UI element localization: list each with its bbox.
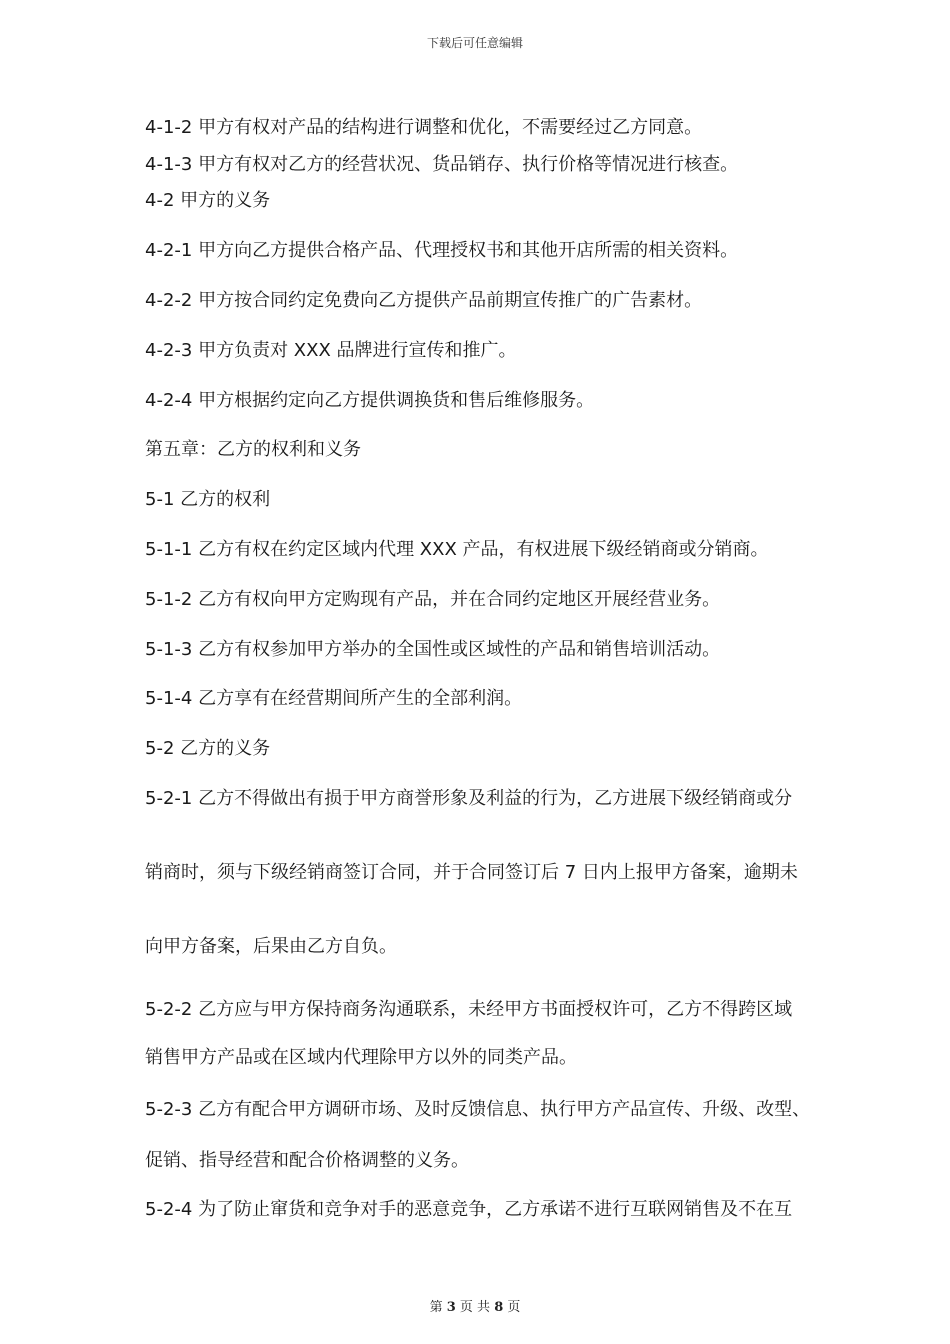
section-4-2-heading: 4-2 甲方的义务	[145, 190, 271, 211]
clause-4-2-1: 4-2-1 甲方向乙方提供合格产品、代理授权书和其他开店所需的相关资料。	[145, 240, 739, 261]
clause-5-1-1: 5-1-1 乙方有权在约定区域内代理 XXX 产品，有权进展下级经销商或分销商。	[145, 539, 769, 560]
clause-5-2-2-line-1: 5-2-2 乙方应与甲方保持商务沟通联系，未经甲方书面授权许可，乙方不得跨区域	[145, 999, 793, 1020]
clause-5-2-1-line-3: 向甲方备案，后果由乙方自负。	[145, 936, 397, 957]
clause-4-1-3: 4-1-3 甲方有权对乙方的经营状况、货品销存、执行价格等情况进行核查。	[145, 154, 739, 175]
current-page-number: 3	[446, 1300, 456, 1315]
clause-5-2-4-line-1: 5-2-4 为了防止窜货和竞争对手的恶意竞争，乙方承诺不进行互联网销售及不在互	[145, 1199, 793, 1220]
clause-5-1-3: 5-1-3 乙方有权参加甲方举办的全国性或区域性的产品和销售培训活动。	[145, 639, 721, 660]
clause-5-2-2-line-2: 销售甲方产品或在区域内代理除甲方以外的同类产品。	[145, 1047, 577, 1068]
footer-suffix: 页	[507, 1300, 521, 1315]
clause-4-2-3: 4-2-3 甲方负责对 XXX 品牌进行宣传和推广。	[145, 340, 517, 361]
clause-5-2-1-line-1: 5-2-1 乙方不得做出有损于甲方商誉形象及利益的行为，乙方进展下级经销商或分	[145, 788, 793, 809]
clause-4-2-2: 4-2-2 甲方按合同约定免费向乙方提供产品前期宣传推广的广告素材。	[145, 290, 703, 311]
clause-5-1-2: 5-1-2 乙方有权向甲方定购现有产品，并在合同约定地区开展经营业务。	[145, 589, 721, 610]
total-page-count: 8	[494, 1300, 504, 1315]
clause-4-2-4: 4-2-4 甲方根据约定向乙方提供调换货和售后维修服务。	[145, 390, 595, 411]
footer-prefix: 第	[429, 1300, 443, 1315]
page-header: 下载后可任意编辑	[426, 36, 523, 50]
section-5-2-heading: 5-2 乙方的义务	[145, 738, 271, 759]
clause-5-2-3-line-2: 促销、指导经营和配合价格调整的义务。	[145, 1150, 469, 1171]
clause-4-1-2: 4-1-2 甲方有权对产品的结构进行调整和优化，不需要经过乙方同意。	[145, 117, 703, 138]
section-5-1-heading: 5-1 乙方的权利	[145, 489, 271, 510]
clause-5-2-1-line-2: 销商时，须与下级经销商签订合同，并于合同签订后 7 日内上报甲方备案，逾期未	[145, 862, 798, 883]
footer-middle: 页 共	[459, 1300, 491, 1315]
clause-5-1-4: 5-1-4 乙方享有在经营期间所产生的全部利润。	[145, 688, 523, 709]
clause-5-2-3-line-1: 5-2-3 乙方有配合甲方调研市场、及时反馈信息、执行甲方产品宣传、升级、改型、	[145, 1099, 811, 1120]
page-footer	[0, 1296, 950, 1315]
chapter-5-heading: 第五章：乙方的权利和义务	[145, 439, 361, 460]
